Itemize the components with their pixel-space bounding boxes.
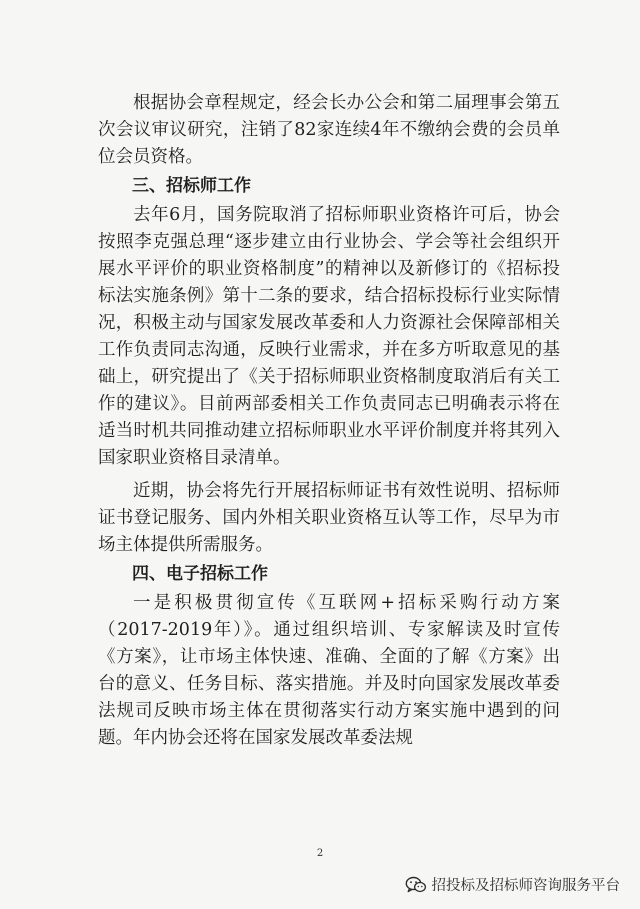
- paragraph-membership-cancellation: 根据协会章程规定，经会长办公会和第二届理事会第五次会议审议研究，注销了82家连续4年不缴纳会费的会员单位会员资格。: [98, 93, 560, 167]
- wechat-watermark: [403, 872, 623, 897]
- document-body: [98, 90, 560, 752]
- paragraph-bidding-professional-policy: 去年6月，国务院取消了招标师职业资格许可后，协会按照李克强总理“逐步建立由行业协会、学会等社会组织开展水平评价的职业资格制度”的精神以及新修订的《招标投标法实施条例》第十二条的要求，结合招标投标行业实际情况，积极主动与国家发展改革委和人力资源社会保障部相关工作负责同志沟通，反映行业需求，并在多方听取意见的基础上，研究提出了《关于招标师职业资格制度取消后有关工作的建议》。目前两部委相关工作负责同志已明确表示将在适当时机共同推动建立招标师职业水平评价制度并将其列入国家职业资格目录清单。: [98, 205, 560, 468]
- paragraph-internet-action-plan: 一是积极贯彻宣传《互联网+招标采购行动方案（2017-2019年）》。通过组织培训、专家解读及时宣传《方案》，让市场主体快速、准确、全面的了解《方案》出台的意义、任务目标、落实措施。并及时向国家发展改革委法规司反映市场主体在贯彻落实行动方案实施中遇到的问题。年内协会还将在国家发展改革委法规: [98, 593, 560, 748]
- wechat-icon: [405, 876, 427, 894]
- section-heading-bidding-professional: 三、招标师工作: [132, 176, 251, 196]
- watermark-text: 招投标及招标师咨询服务平台: [431, 878, 620, 894]
- section-heading-electronic-bidding: 四、电子招标工作: [132, 564, 268, 584]
- page-number: 2: [316, 848, 324, 859]
- paragraph-recent-services: 近期，协会将先行开展招标师证书有效性说明、招标师证书登记服务、国内外相关职业资格互认等工作，尽早为市场主体提供所需服务。: [98, 481, 560, 555]
